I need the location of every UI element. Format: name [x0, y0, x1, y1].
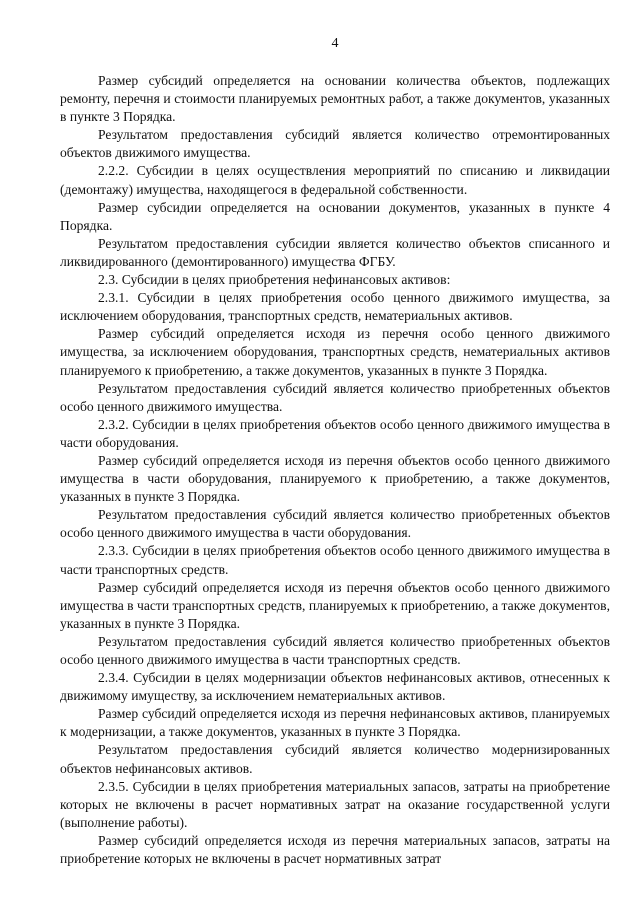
paragraph: 2.3.5. Субсидии в целях приобретения материальных запасов, затраты на приобретение которых не включены в расчет нормативных затрат на оказание государственной услуги (выполнение работы).	[60, 778, 610, 830]
paragraph: Результатом предоставления субсидии является количество объектов списанного и ликвидированного (демонтированного) имущества ФГБУ.	[60, 235, 610, 269]
paragraph: Размер субсидий определяется исходя из перечня объектов особо ценного движимого имущества в части оборудования, планируемого к приобретению, а также документов, указанных в пункте 3 Порядка.	[60, 452, 610, 505]
paragraph: 2.3.3. Субсидии в целях приобретения объектов особо ценного движимого имущества в части транспортных средств.	[60, 543, 610, 577]
paragraph: Размер субсидий определяется исходя из перечня особо ценного движимого имущества, за исключением оборудования, транспортных средств, нематериальных активов планируемого к приобретению, а также документов, указанных в пункте 3 Порядка.	[60, 326, 610, 378]
paragraph: Размер субсидии определяется на основании документов, указанных в пункте 4 Порядка.	[60, 199, 610, 233]
paragraph: 2.3. Субсидии в целях приобретения нефинансовых активов:	[98, 272, 451, 288]
paragraph: Результатом предоставления субсидий является количество модернизированных объектов нефинансовых активов.	[60, 742, 610, 776]
page-number: 4	[331, 36, 339, 51]
paragraph: Результатом предоставления субсидий является количество приобретенных объектов особо ценного движимого имущества в части транспортных средств.	[60, 633, 610, 667]
paragraph: 2.3.2. Субсидии в целях приобретения объектов особо ценного движимого имущества в части оборудования.	[60, 416, 610, 450]
paragraph: Размер субсидий определяется исходя из перечня объектов особо ценного движимого имущества в части транспортных средств, планируемых к приобретению, а также документов, указанных в пункте 3 Порядка.	[60, 579, 610, 631]
paragraph: Размер субсидий определяется на основании количества объектов, подлежащих ремонту, перечня и стоимости планируемых ремонтных работ, а также документов, указанных в пункте 3 Порядка.	[60, 73, 610, 125]
paragraph: 2.3.1. Субсидии в целях приобретения особо ценного движимого имущества, за исключением оборудования, транспортных средств, нематериальных активов.	[60, 290, 610, 324]
paragraph: 2.3.4. Субсидии в целях модернизации объектов нефинансовых активов, отнесенных к движимому имуществу, за исключением нематериальных активов.	[60, 670, 610, 704]
paragraph: Результатом предоставления субсидий является количество отремонтированных объектов движимого имущества.	[60, 127, 610, 161]
paragraph: Результатом предоставления субсидий является количество приобретенных объектов особо ценного движимого имущества в части оборудования.	[60, 507, 610, 541]
paragraph: 2.2.2. Субсидии в целях осуществления мероприятий по списанию и ликвидации (демонтажу) имущества, находящегося в федеральной собственности.	[60, 163, 610, 197]
paragraph: Результатом предоставления субсидий является количество приобретенных объектов особо ценного движимого имущества.	[60, 380, 610, 414]
paragraph: Размер субсидий определяется исходя из перечня нефинансовых активов, планируемых к модернизации, а также документов, указанных в пункте 3 Порядка.	[60, 706, 610, 740]
paragraph: Размер субсидий определяется исходя из перечня материальных запасов, затраты на приобретение которых не включены в расчет нормативных затрат	[60, 832, 610, 867]
document-body	[60, 72, 610, 868]
